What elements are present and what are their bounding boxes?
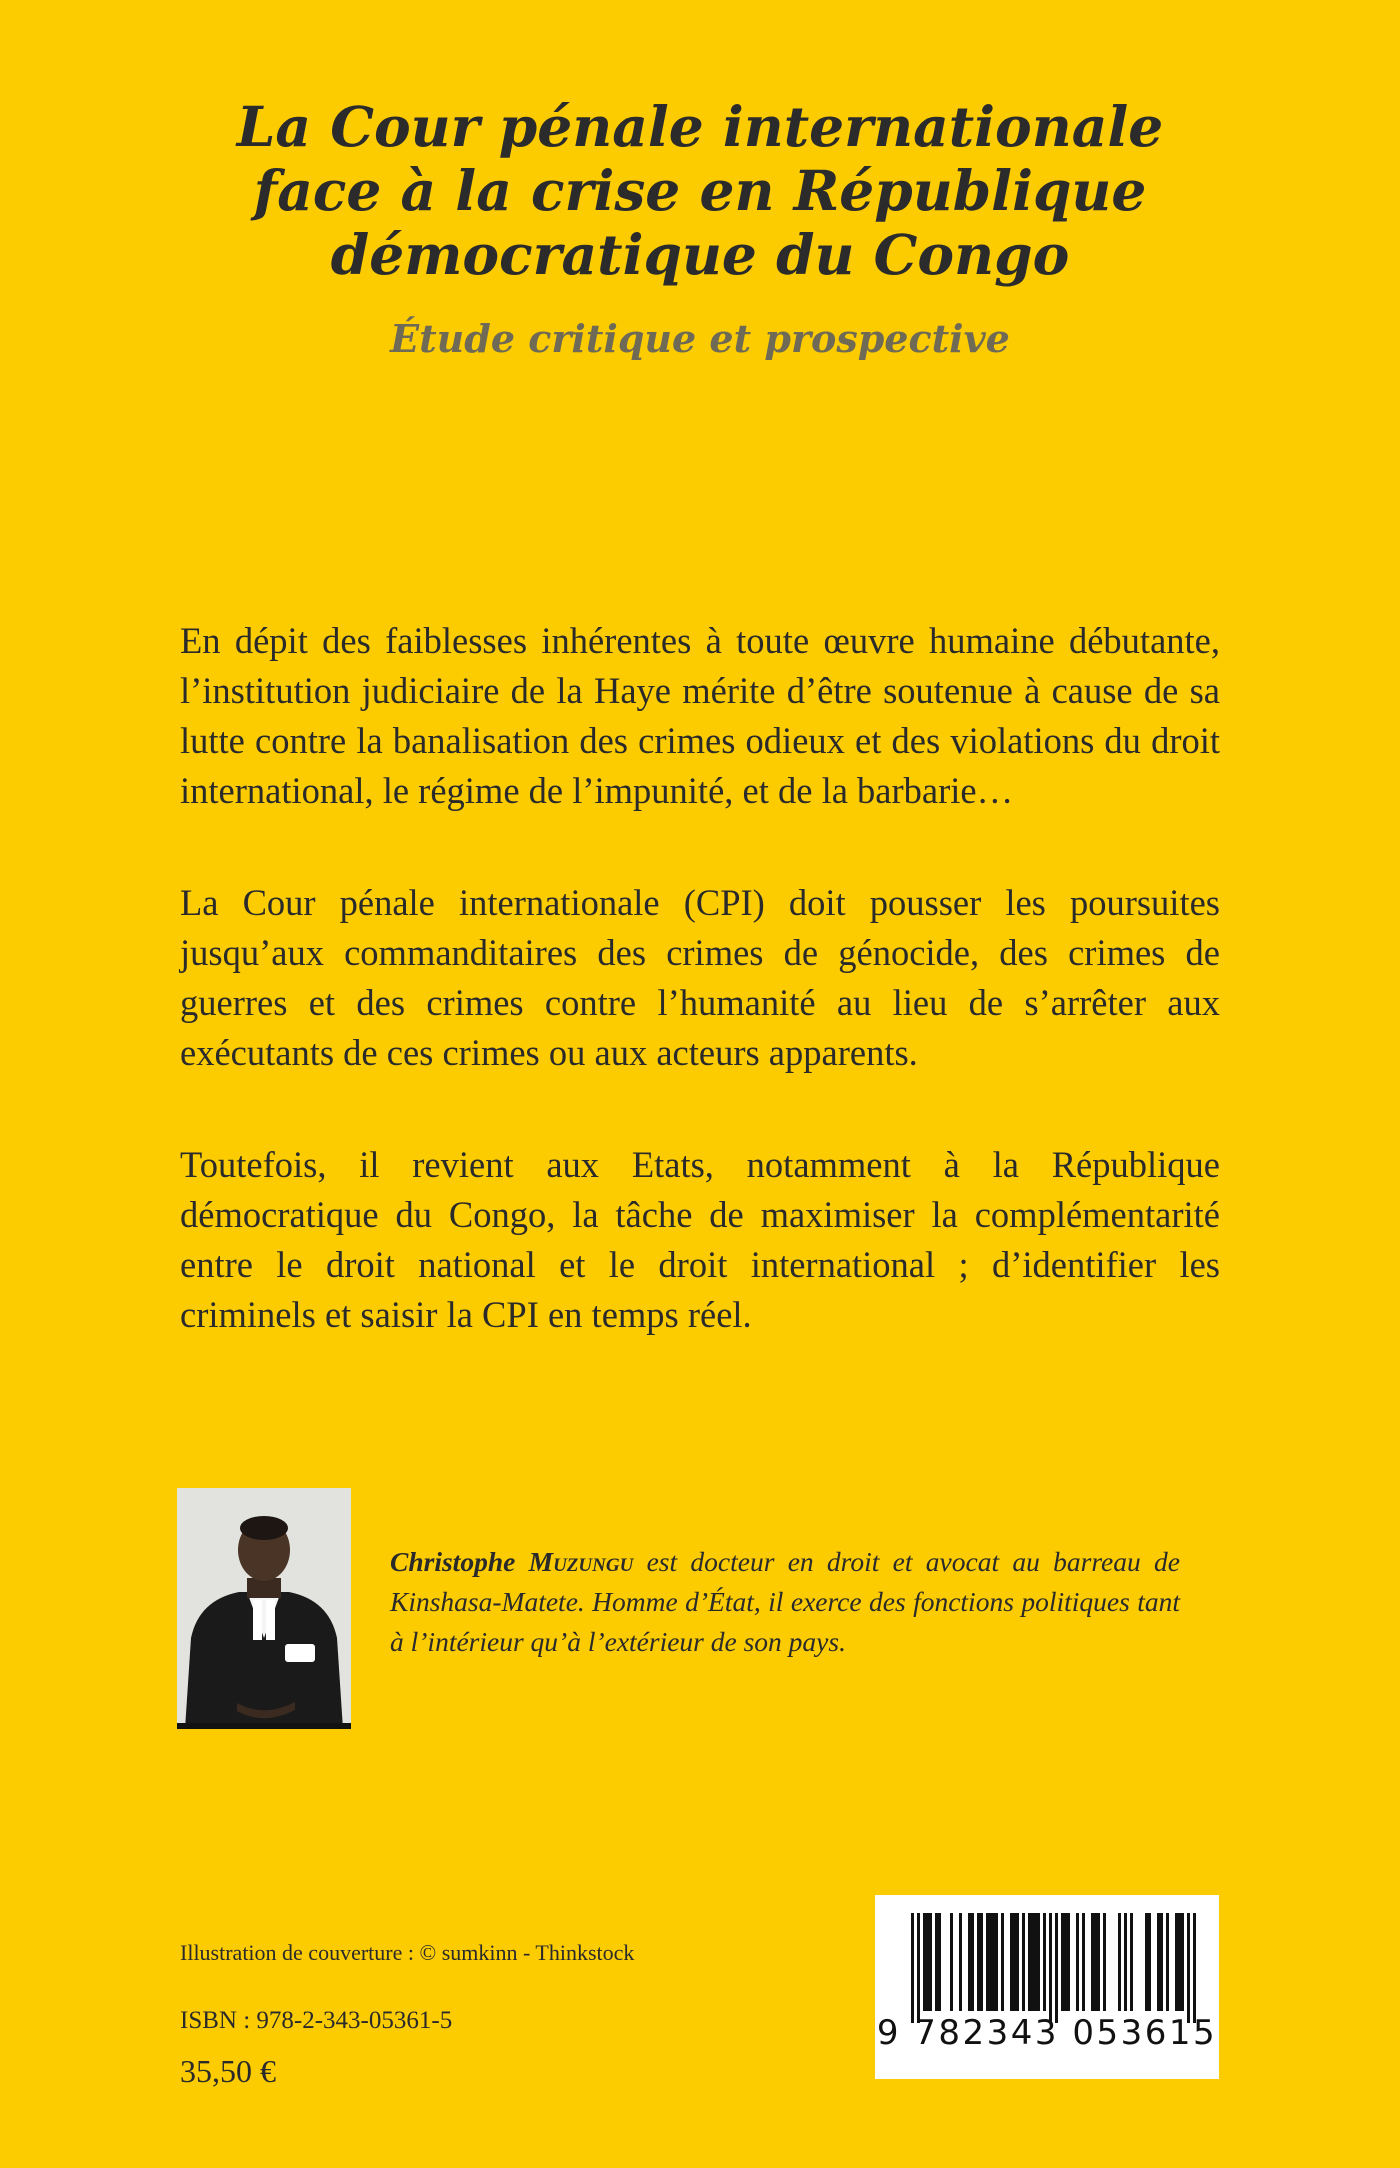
- barcode-bar: [959, 1913, 962, 2011]
- barcode-bar: [950, 1913, 953, 2011]
- barcode-bar: [1013, 1913, 1016, 2011]
- barcode-bar: [1037, 1913, 1040, 2011]
- barcode-bar: [995, 1913, 998, 2011]
- author-bio: [390, 1542, 1180, 1662]
- barcode-bar: [968, 1913, 971, 2011]
- barcode-bar: [1043, 1913, 1046, 2011]
- title-line: face à la crise en République: [253, 158, 1147, 223]
- barcode-bar: [929, 1913, 932, 2011]
- barcode-bar: [971, 1913, 974, 2011]
- barcode: [875, 1895, 1219, 2079]
- barcode-bar: [1166, 1913, 1169, 2011]
- barcode-bar: [935, 1913, 938, 2011]
- barcode-bar: [1178, 1913, 1181, 2011]
- book-title: [120, 95, 1280, 287]
- author-bio-text: est docteur en droit et avocat au barreau de Kinshasa-Matete. Homme d’État, il exerce des fonctions politiques tant à l’intérieur qu’à l’extérieur de son pays.: [390, 1546, 1181, 1657]
- price: 35,50 €: [180, 2053, 276, 2089]
- barcode-bar: [986, 1913, 989, 2011]
- barcode-bar: [1181, 1913, 1184, 2011]
- barcode-bar: [938, 1913, 941, 2011]
- barcode-bar: [992, 1913, 995, 2011]
- barcode-bar: [1130, 1913, 1133, 2011]
- title-line: La Cour pénale internationale: [236, 94, 1164, 159]
- barcode-bar: [1034, 1913, 1037, 2011]
- author-first-name: Christophe: [390, 1546, 516, 1577]
- isbn: ISBN : 978-2-343-05361-5: [180, 2007, 453, 2034]
- barcode-bar: [1064, 1913, 1067, 2011]
- barcode-bar: [1103, 1913, 1106, 2011]
- barcode-bar: [989, 1913, 992, 2011]
- blurb-paragraph: En dépit des faiblesses inhérentes à toute œuvre humaine débutante, l’institution judiciaire de la Haye mérite d’être soutenue à cause de sa lutte contre la banalisation des crimes odieux et des violations du droit international, le régime de l’impunité, et de la barbarie…: [180, 620, 1220, 811]
- barcode-bar: [1016, 1913, 1019, 2011]
- title-line: démocratique du Congo: [330, 222, 1070, 287]
- barcode-bar: [1067, 1913, 1070, 2011]
- barcode-bar: [1175, 1913, 1178, 2011]
- barcode-bar: [1055, 1913, 1058, 2023]
- cover-credit: Illustration de couverture : © sumkinn - Thinkstock: [180, 1940, 635, 1965]
- barcode-bar: [1157, 1913, 1160, 2011]
- blurb-paragraph: La Cour pénale internationale (CPI) doit pousser les poursuites jusqu’aux commanditaires des crimes de génocide, des crimes de guerres et des crimes contre l’humanité au lieu de s’arrêter aux exécutants de ces crimes ou aux acteurs apparents.: [180, 882, 1220, 1073]
- barcode-bar: [1193, 1913, 1196, 2023]
- barcode-bar: [1001, 1913, 1004, 2011]
- barcode-bar: [926, 1913, 929, 2011]
- barcode-bar: [977, 1913, 980, 2011]
- barcode-bar: [1061, 1913, 1064, 2011]
- book-subtitle: Étude critique et prospective: [390, 316, 1010, 361]
- blurb: [180, 616, 1220, 1402]
- barcode-bar: [1118, 1913, 1121, 2011]
- barcode-bar: [1148, 1913, 1151, 2011]
- barcode-bar: [1094, 1913, 1097, 2011]
- barcode-bar: [1010, 1913, 1013, 2011]
- barcode-bar: [1187, 1913, 1190, 2023]
- barcode-bar: [1091, 1913, 1094, 2011]
- barcode-bar: [917, 1913, 920, 2023]
- barcode-bar: [1160, 1913, 1163, 2011]
- author-photo: [177, 1488, 351, 1729]
- barcode-bar: [1097, 1913, 1100, 2011]
- barcode-bar: [1031, 1913, 1034, 2011]
- barcode-bar: [1028, 1913, 1031, 2011]
- blurb-paragraph: Toutefois, il revient aux Etats, notamment à la République démocratique du Congo, la tâche de maximiser la complémentarité entre le droit national et le droit international ; d’identifier les criminels et saisir la CPI en temps réel.: [180, 1144, 1220, 1335]
- barcode-bar: [911, 1913, 914, 2023]
- barcode-bar: [980, 1913, 983, 2011]
- barcode-digits: 9 782343 053615: [876, 2013, 1218, 2053]
- barcode-bar: [1124, 1913, 1127, 2011]
- barcode-bar: [1076, 1913, 1079, 2011]
- author-last-name: Muzungu: [528, 1546, 634, 1577]
- barcode-bar: [1145, 1913, 1148, 2011]
- barcode-bar: [1082, 1913, 1085, 2011]
- barcode-bar: [923, 1913, 926, 2011]
- barcode-bar: [1049, 1913, 1052, 2023]
- barcode-bar: [1022, 1913, 1025, 2011]
